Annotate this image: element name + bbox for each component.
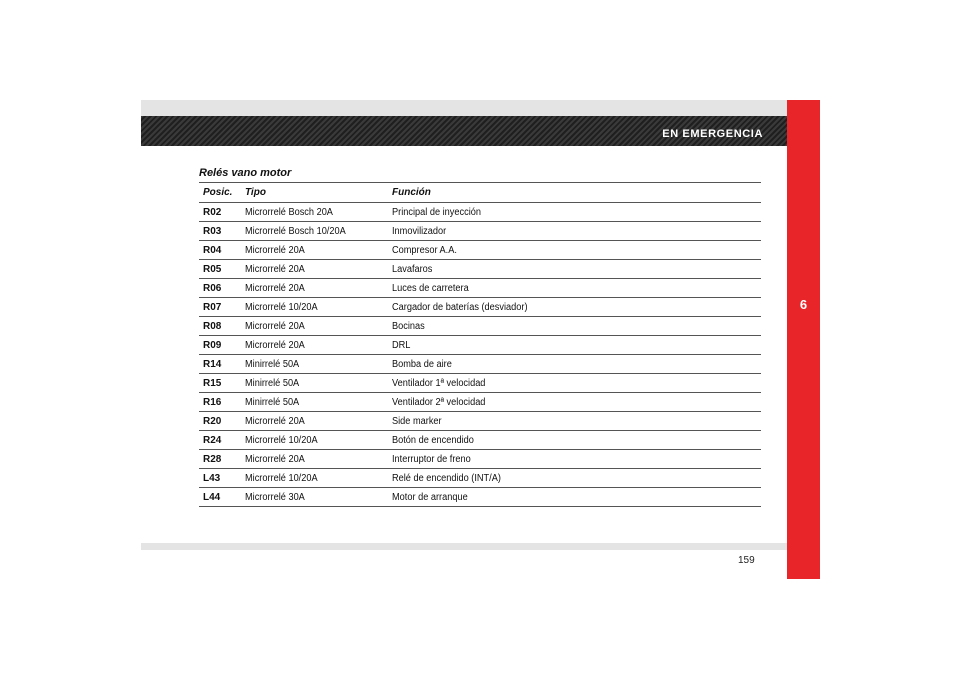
cell-funcion: Cargador de baterías (desviador): [392, 301, 528, 313]
column-header-tipo: Tipo: [245, 187, 266, 198]
cell-funcion: Ventilador 1ª velocidad: [392, 377, 486, 389]
table-row: [199, 241, 761, 260]
cell-funcion: Inmovilizador: [392, 225, 447, 237]
header-title: EN EMERGENCIA: [662, 128, 763, 140]
cell-funcion: Luces de carretera: [392, 282, 469, 294]
bottom-band: [141, 543, 787, 550]
cell-tipo: Microrrelé 20A: [245, 415, 305, 427]
cell-funcion: Botón de encendido: [392, 434, 474, 446]
cell-pos: R05: [203, 263, 222, 275]
cell-pos: R28: [203, 453, 222, 465]
cell-funcion: Motor de arranque: [392, 491, 468, 503]
cell-tipo: Microrrelé 10/20A: [245, 434, 318, 446]
table-row: [199, 431, 761, 450]
cell-tipo: Microrrelé 10/20A: [245, 301, 318, 313]
cell-pos: R06: [203, 282, 222, 294]
cell-tipo: Microrrelé 20A: [245, 263, 305, 275]
cell-tipo: Microrrelé 20A: [245, 453, 305, 465]
cell-pos: R16: [203, 396, 222, 408]
top-band: [141, 100, 787, 116]
cell-tipo: Microrrelé 10/20A: [245, 472, 318, 484]
cell-funcion: Compresor A.A.: [392, 244, 457, 256]
table-header: [199, 183, 761, 203]
cell-tipo: Minirrelé 50A: [245, 396, 300, 408]
cell-tipo: Microrrelé 20A: [245, 282, 305, 294]
column-header-pos: Posic.: [203, 187, 233, 198]
table-row: [199, 222, 761, 241]
cell-tipo: Minirrelé 50A: [245, 377, 300, 389]
table-row: [199, 298, 761, 317]
table-row: [199, 336, 761, 355]
cell-pos: R07: [203, 301, 222, 313]
cell-pos: R08: [203, 320, 222, 332]
table-row: [199, 469, 761, 488]
cell-funcion: Relé de encendido (INT/A): [392, 472, 501, 484]
cell-pos: R02: [203, 206, 222, 218]
table-body: [199, 203, 761, 507]
cell-funcion: Bomba de aire: [392, 358, 452, 370]
cell-funcion: Side marker: [392, 415, 442, 427]
cell-pos: R09: [203, 339, 222, 351]
cell-tipo: Microrrelé Bosch 20A: [245, 206, 333, 218]
table-row: [199, 260, 761, 279]
table-row: [199, 355, 761, 374]
cell-pos: R20: [203, 415, 222, 427]
cell-funcion: DRL: [392, 339, 411, 351]
page-number: 159: [738, 555, 755, 566]
column-header-funcion: Función: [392, 187, 431, 198]
table-row: [199, 488, 761, 507]
cell-pos: R03: [203, 225, 222, 237]
chapter-number: 6: [799, 297, 808, 312]
cell-funcion: Principal de inyección: [392, 206, 481, 218]
cell-pos: L44: [203, 491, 221, 503]
cell-tipo: Microrrelé 20A: [245, 320, 305, 332]
table-row: [199, 412, 761, 431]
cell-pos: R04: [203, 244, 222, 256]
cell-tipo: Microrrelé Bosch 10/20A: [245, 225, 346, 237]
cell-funcion: Lavafaros: [392, 263, 433, 275]
table-row: [199, 374, 761, 393]
section-title: Relés vano motor: [199, 166, 761, 183]
cell-pos: R15: [203, 377, 222, 389]
cell-pos: L43: [203, 472, 221, 484]
table-row: [199, 317, 761, 336]
relay-table: [199, 166, 761, 507]
cell-tipo: Microrrelé 30A: [245, 491, 305, 503]
header-bar: [141, 116, 787, 146]
table-row: [199, 279, 761, 298]
cell-pos: R24: [203, 434, 222, 446]
table-row: [199, 203, 761, 222]
table-row: [199, 450, 761, 469]
cell-tipo: Minirrelé 50A: [245, 358, 300, 370]
cell-tipo: Microrrelé 20A: [245, 244, 305, 256]
cell-funcion: Ventilador 2ª velocidad: [392, 396, 486, 408]
chapter-tab: [787, 100, 820, 579]
cell-funcion: Interruptor de freno: [392, 453, 471, 465]
cell-tipo: Microrrelé 20A: [245, 339, 305, 351]
cell-pos: R14: [203, 358, 222, 370]
table-row: [199, 393, 761, 412]
cell-funcion: Bocinas: [392, 320, 425, 332]
